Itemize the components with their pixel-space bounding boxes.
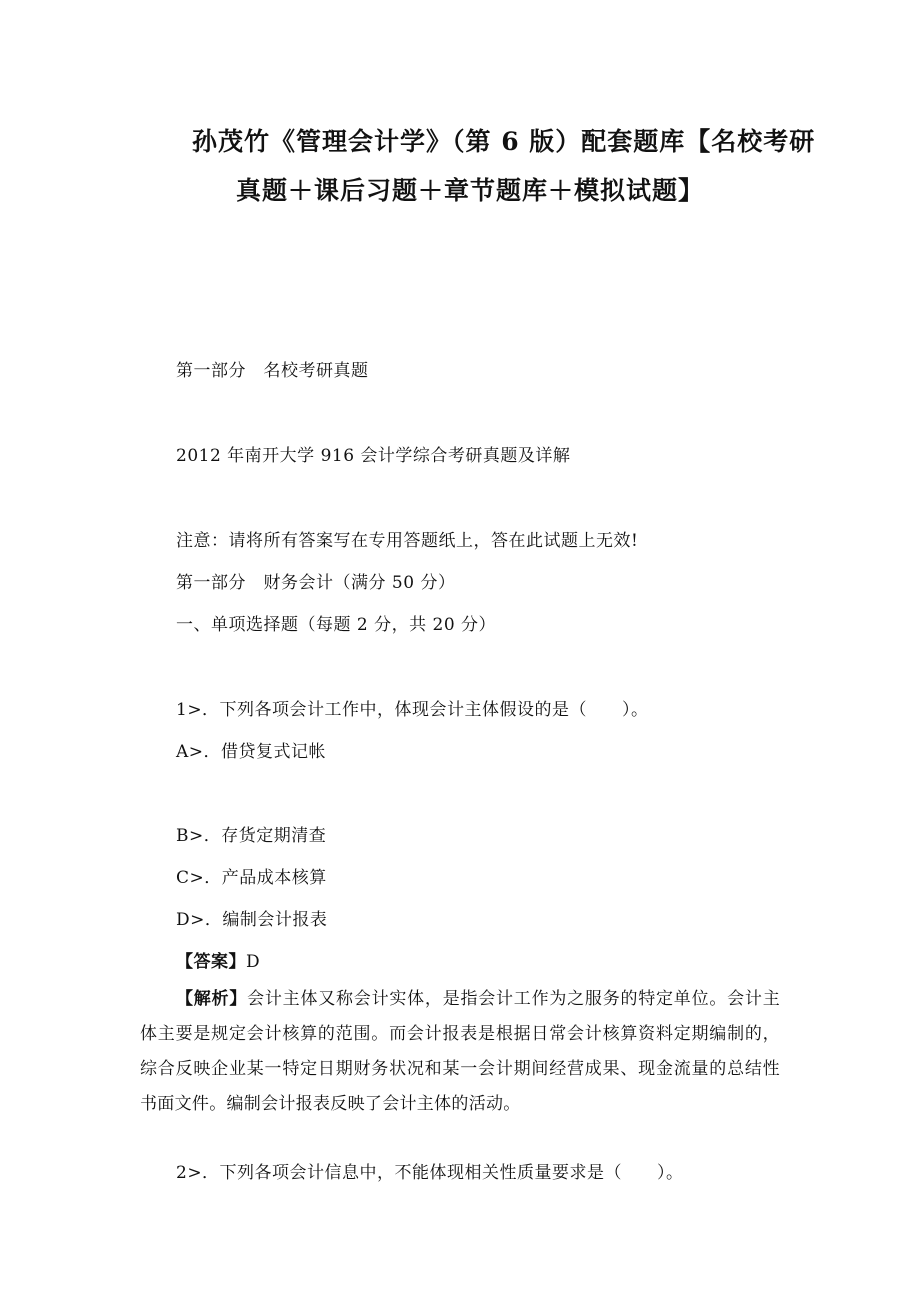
question-type-heading: 一、单项选择题（每题 2 分，共 20 分） — [176, 615, 497, 635]
part-heading: 第一部分 名校考研真题 — [176, 361, 369, 381]
question-1-analysis — [140, 982, 780, 1122]
analysis-label: 【解析】 — [176, 989, 248, 1009]
answer-label: 【答案】 — [176, 952, 246, 972]
exam-title: 2012 年南开大学 916 会计学综合考研真题及详解 — [176, 446, 571, 466]
document-title-line-2: 真题＋课后习题＋章节题库＋模拟试题】 — [236, 176, 705, 205]
exam-notice: 注意：请将所有答案写在专用答题纸上，答在此试题上无效! — [176, 531, 639, 551]
document-title-line-1: 孙茂竹《管理会计学》（第 6 版）配套题库【名校考研 — [192, 127, 816, 156]
question-1-answer — [176, 947, 260, 972]
question-1-option-d: D>．编制会计报表 — [176, 910, 328, 930]
question-1-option-c: C>．产品成本核算 — [176, 868, 327, 888]
question-2-stem: 2>．下列各项会计信息中，不能体现相关性质量要求是（ ）。 — [176, 1163, 684, 1183]
question-1-option-a: A>．借贷复式记帐 — [176, 742, 327, 762]
question-1-stem: 1>．下列各项会计工作中，体现会计主体假设的是（ ）。 — [176, 700, 649, 720]
question-1-option-b: B>．存货定期清查 — [176, 826, 327, 846]
answer-value: D — [246, 952, 261, 972]
section-heading: 第一部分 财务会计（满分 50 分） — [176, 573, 456, 593]
analysis-text: 会计主体又称会计实体，是指会计工作为之服务的特定单位。会计主体主要是规定会计核算的范围。而会计报表是根据日常会计核算资料定期编制的，综合反映企业某一特定日期财务状况和某一会计期间经营成果、现金流量的总结性书面文件。编制会计报表反映了会计主体的活动。 — [140, 989, 781, 1114]
